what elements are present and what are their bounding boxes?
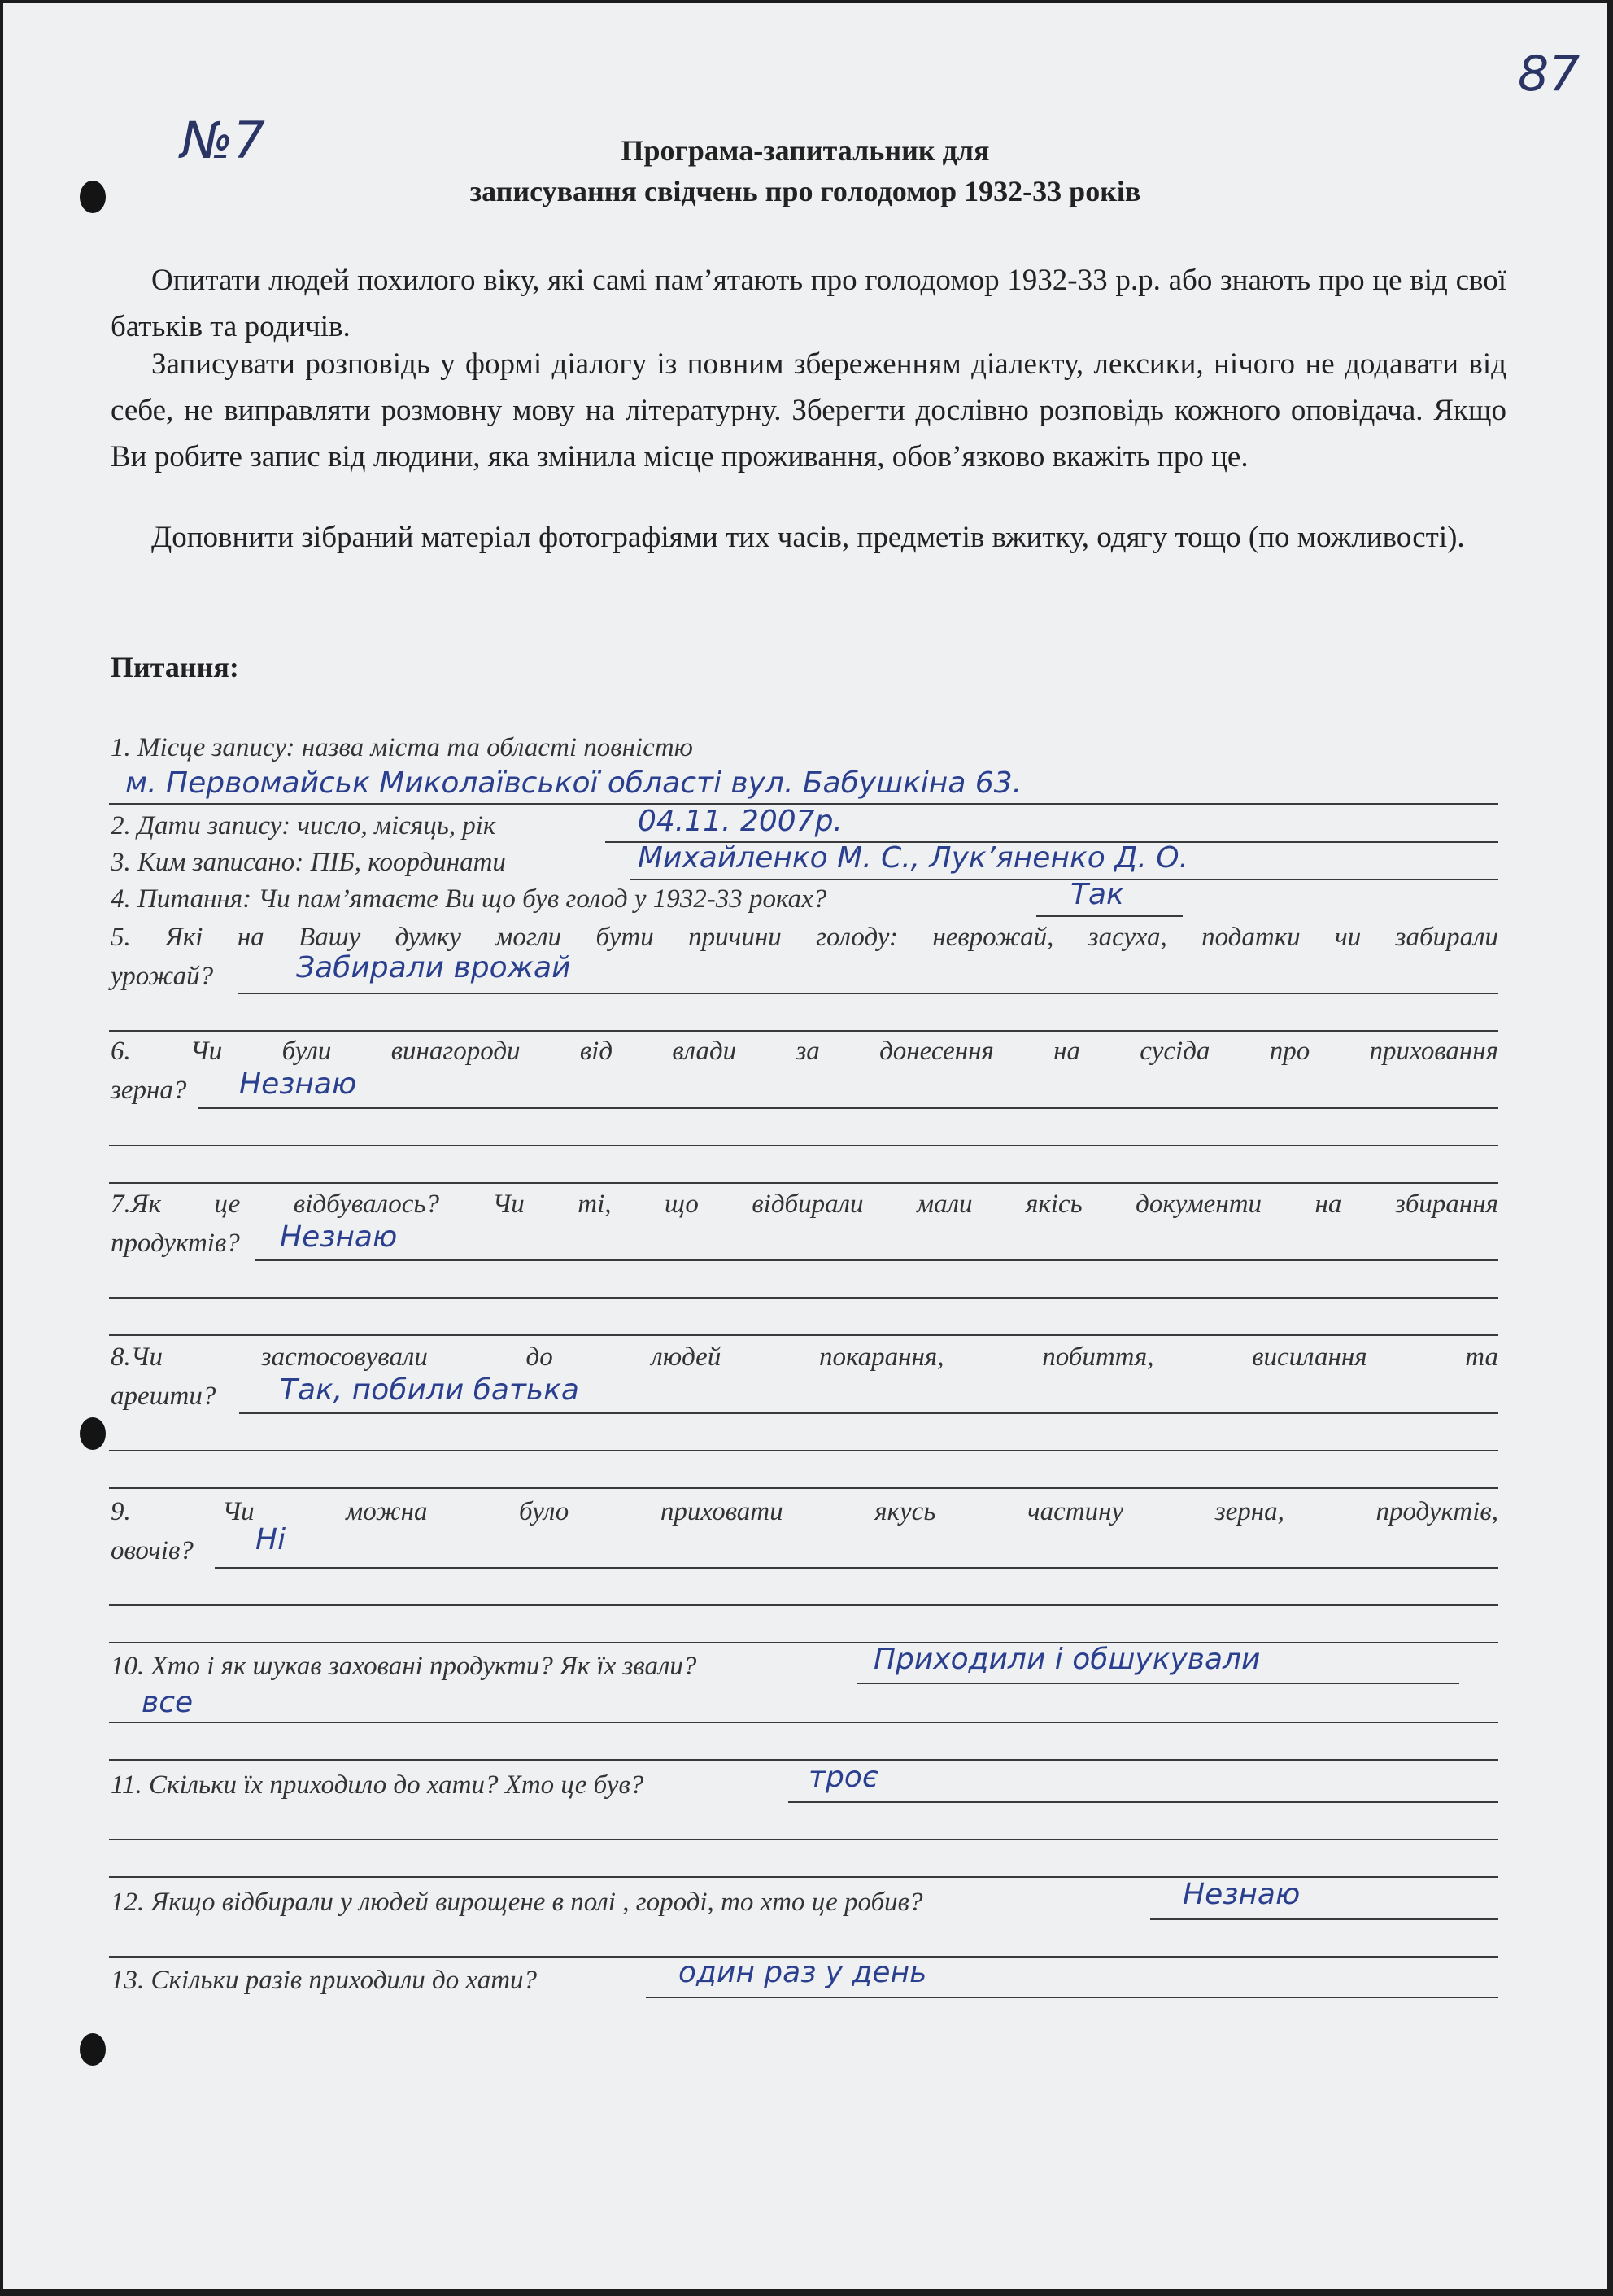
- answer-line: [109, 1487, 1498, 1489]
- answer-line: [630, 879, 1498, 880]
- questions-heading: Питання:: [111, 651, 239, 683]
- document-page: [3, 3, 1607, 2289]
- answer-line: [788, 1801, 1498, 1803]
- question-1: 1. Місце запису: назва міста та області повністю: [111, 733, 693, 762]
- answer-12: Незнаю: [1183, 1878, 1301, 1911]
- question-2: 2. Дати запису: число, місяць, рік: [111, 811, 496, 840]
- answer-line: [255, 1259, 1498, 1261]
- intro-paragraph-3: Доповнити зібраний матеріал фотографіями тих часів, предметів вжитку, одягу тощо (по можливості).: [151, 521, 1465, 554]
- archive-number: №7: [181, 111, 265, 170]
- answer-line: [215, 1567, 1498, 1569]
- question-7-line-1: 7.Як це відбувалось? Чи ті, що відбирали мали якісь документи на збирання: [111, 1189, 1498, 1219]
- answer-line: [109, 1722, 1498, 1723]
- question-8-line-1: 8.Чи застосовували до людей покарання, побиття, висилання та: [111, 1342, 1498, 1372]
- answer-8: Так, побили батька: [280, 1373, 579, 1407]
- answer-2: 04.11. 2007р.: [638, 805, 843, 838]
- question-7-line-2: продуктів?: [111, 1229, 240, 1258]
- punch-hole: [80, 2033, 106, 2066]
- question-9-line-1: 9. Чи можна було приховати якусь частину зерна, продуктів,: [111, 1497, 1498, 1526]
- answer-line: [109, 1297, 1498, 1299]
- question-11: 11. Скільки їх приходило до хати? Хто це був?: [111, 1770, 644, 1800]
- answer-line: [1150, 1918, 1498, 1920]
- answer-10: Приходили і обшукували: [874, 1643, 1261, 1676]
- answer-line: [857, 1683, 1459, 1684]
- question-6-line-1: 6. Чи були винагороди від влади за донесення на сусіда про приховання: [111, 1037, 1498, 1066]
- answer-line: [109, 1145, 1498, 1146]
- answer-line: [646, 1997, 1498, 1998]
- question-5-line-1: 5. Які на Вашу думку могли бути причини голоду: неврожай, засуха, податки чи забирали: [111, 923, 1498, 952]
- intro-paragraph-2: Записувати розповідь у формі діалогу із повним збереженням діалекту, лексики, нічого не додавати від себе, не виправляти розмовну мову на літературну. Зберегти дослівно розповідь кожного оповідача. Якщо Ви робите запис від людини, яка змінила місце проживання, обов’язково вкажіть про це.: [111, 347, 1506, 474]
- answer-line: [109, 1182, 1498, 1184]
- answer-line: [109, 1759, 1498, 1761]
- answer-3: Михайленко М. С., Лук’яненко Д. О.: [638, 841, 1188, 875]
- answer-13: один раз у день: [678, 1956, 927, 1989]
- question-4: 4. Питання: Чи пам’ятаєте Ви що був голод у 1932-33 роках?: [111, 884, 827, 914]
- answer-line: [1036, 915, 1183, 917]
- answer-line: [109, 1030, 1498, 1032]
- page-number: 87: [1518, 46, 1580, 103]
- title-line-2: записування свідчень про голодомор 1932-33 років: [469, 175, 1141, 207]
- answer-line: [109, 1450, 1498, 1451]
- title-line-1: Програма-запитальник для: [621, 134, 990, 167]
- punch-hole: [80, 1417, 106, 1450]
- question-13: 13. Скільки разів приходили до хати?: [111, 1966, 538, 1995]
- answer-line: [109, 1604, 1498, 1606]
- answer-line: [109, 1839, 1498, 1840]
- answer-4: Так: [1070, 878, 1124, 911]
- answer-11: троє: [809, 1761, 878, 1794]
- answer-7: Незнаю: [280, 1220, 398, 1254]
- answer-line: [239, 1412, 1498, 1414]
- question-3: 3. Ким записано: ПІБ, координати: [111, 848, 506, 877]
- question-12: 12. Якщо відбирали у людей вирощене в полі , городі, то хто це робив?: [111, 1888, 923, 1917]
- answer-line: [109, 1334, 1498, 1336]
- intro-paragraph-1: Опитати людей похилого віку, які самі пам’ятають про голодомор 1932-33 р.р. або знають про це від свої батьків та родичів.: [111, 264, 1506, 343]
- question-10: 10. Хто і як шукав заховані продукти? Як їх звали?: [111, 1652, 697, 1681]
- answer-line: [198, 1107, 1498, 1109]
- question-6-line-2: зерна?: [111, 1076, 187, 1105]
- answer-6: Незнаю: [239, 1067, 357, 1101]
- answer-line: [109, 1642, 1498, 1643]
- answer-10-line-2: все: [142, 1686, 194, 1719]
- question-8-line-2: арешти?: [111, 1382, 216, 1411]
- answer-9: Ні: [255, 1523, 286, 1556]
- question-5-line-2: урожай?: [111, 962, 214, 991]
- question-9-line-2: овочів?: [111, 1536, 194, 1565]
- answer-5: Забирали врожай: [296, 951, 571, 984]
- answer-1: м. Первомайськ Миколаївської області вул. Бабушкіна 63.: [125, 766, 1022, 800]
- answer-line: [238, 993, 1498, 994]
